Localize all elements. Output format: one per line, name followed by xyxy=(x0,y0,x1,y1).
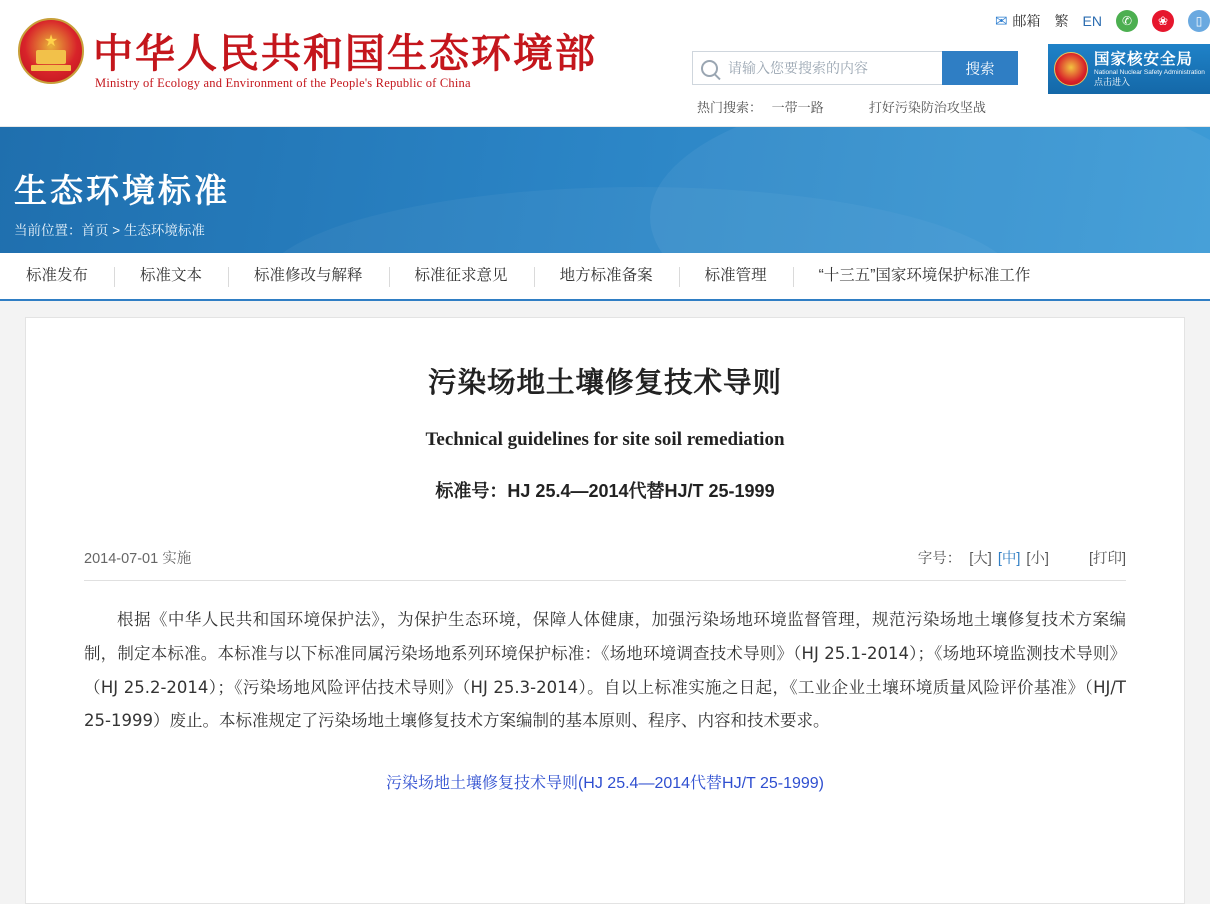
document-code: 标准号：HJ 25.4—2014代替HJ/T 25-1999 xyxy=(435,481,775,501)
hot-search xyxy=(697,97,992,116)
document-title: 污染场地土壤修复技术导则 xyxy=(427,366,782,399)
document-subtitle: Technical guidelines for site soil remediation xyxy=(425,429,785,450)
attachment-link[interactable]: 污染场地土壤修复技术导则(HJ 25.4—2014代替HJ/T 25-1999) xyxy=(385,775,825,793)
nuclear-safety-action: 点击进入 xyxy=(1094,76,1131,87)
mail-label: 邮箱 xyxy=(1012,13,1041,29)
hot-search-label: 热门搜索： xyxy=(697,100,763,115)
search-bar xyxy=(692,51,1018,85)
english-toggle[interactable] xyxy=(1083,13,1102,29)
site-header xyxy=(0,0,1210,127)
document-body: 根据《中华人民共和国环境保护法》，为保护生态环境，保障人体健康，加强污染场地环境监督管理，规范污染场地土壤修复技术方案编制，制定本标准。本标准与以下标准同属污染场地系列环境保护标准：《场地环境调查技术导则》（HJ 25.1-2014）；《场地环境监测技术导则》（HJ 25.2-2014）；《污染场地风险评估技术导则》（HJ 25.3-2014）。自以上标准实施之日起，《工业企业土壤环境质量风险评价基准》（HJ/T 25-1999）废止。本标准规定了污染场地土壤修复技术方案编制的基本原则、程序、内容和技术要求。 xyxy=(84,610,1126,731)
header-utilities xyxy=(995,10,1210,32)
nav-item-comment-solicitation[interactable]: 标准征求意见 xyxy=(389,253,534,299)
document-card xyxy=(25,317,1185,904)
site-title-cn: 中华人民共和国生态环境部 xyxy=(93,31,597,77)
weibo-link[interactable] xyxy=(1152,10,1174,32)
breadcrumb-separator: > xyxy=(112,223,121,238)
nuclear-safety-subtitle: National Nuclear Safety Administration xyxy=(1094,68,1205,76)
search-input[interactable] xyxy=(726,59,926,77)
nuclear-safety-banner[interactable] xyxy=(1048,44,1210,94)
fontsize-medium[interactable]: [中] xyxy=(997,551,1021,567)
search-box[interactable] xyxy=(692,51,942,85)
mobile-app-icon: ▯ xyxy=(1188,10,1210,32)
wechat-link[interactable] xyxy=(1116,10,1138,32)
mobile-app-link[interactable] xyxy=(1188,10,1210,32)
document-tools xyxy=(918,547,1126,568)
breadcrumb-label: 当前位置： xyxy=(14,223,82,238)
breadcrumb xyxy=(14,219,205,239)
attachment-link-wrap xyxy=(84,770,1126,793)
section-nav xyxy=(0,253,1210,301)
traditional-chinese-toggle[interactable] xyxy=(1055,11,1069,31)
national-emblem-icon: ★ xyxy=(18,18,84,84)
document-meta xyxy=(84,543,1126,581)
mail-icon: ✉ xyxy=(994,13,1008,30)
search-button[interactable]: 搜索 xyxy=(942,51,1018,85)
weibo-icon: ❀ xyxy=(1152,10,1174,32)
hot-search-item-2[interactable]: 打好污染防治攻坚战 xyxy=(868,100,986,115)
traditional-chinese-label: 繁 xyxy=(1054,13,1069,29)
nav-item-13th-five-year-plan[interactable]: “十三五”国家环境保护标准工作 xyxy=(793,253,1057,299)
document-date: 2014-07-01 实施 xyxy=(84,551,192,567)
hot-search-item-1[interactable]: 一带一路 xyxy=(771,100,824,115)
fontsize-small[interactable]: [小] xyxy=(1026,551,1049,567)
wechat-icon: ✆ xyxy=(1116,10,1138,32)
page-title: 生态环境标准 xyxy=(14,171,230,210)
page-banner xyxy=(0,127,1210,253)
print-button[interactable]: [打印] xyxy=(1088,551,1126,567)
english-label: EN xyxy=(1082,13,1102,29)
nav-item-standards-release[interactable]: 标准发布 xyxy=(26,267,89,284)
fontsize-label: 字号： xyxy=(917,551,962,567)
nav-item-standard-management[interactable]: 标准管理 xyxy=(679,253,793,299)
breadcrumb-home[interactable]: 首页 xyxy=(81,223,109,238)
site-title-en: Ministry of Ecology and Environment of the People's Republic of China xyxy=(95,76,471,90)
nav-item-standard-texts[interactable]: 标准文本 xyxy=(114,253,228,299)
nuclear-safety-seal-icon xyxy=(1054,52,1088,86)
nav-item-amendments[interactable]: 标准修改与解释 xyxy=(228,253,389,299)
nuclear-safety-title: 国家核安全局 xyxy=(1094,50,1194,68)
breadcrumb-current[interactable]: 生态环境标准 xyxy=(123,223,205,238)
nav-item-local-standards[interactable]: 地方标准备案 xyxy=(534,253,679,299)
search-icon xyxy=(701,60,718,77)
mail-link[interactable] xyxy=(995,11,1041,31)
fontsize-large[interactable]: [大] xyxy=(969,551,992,567)
content-area xyxy=(0,301,1210,904)
